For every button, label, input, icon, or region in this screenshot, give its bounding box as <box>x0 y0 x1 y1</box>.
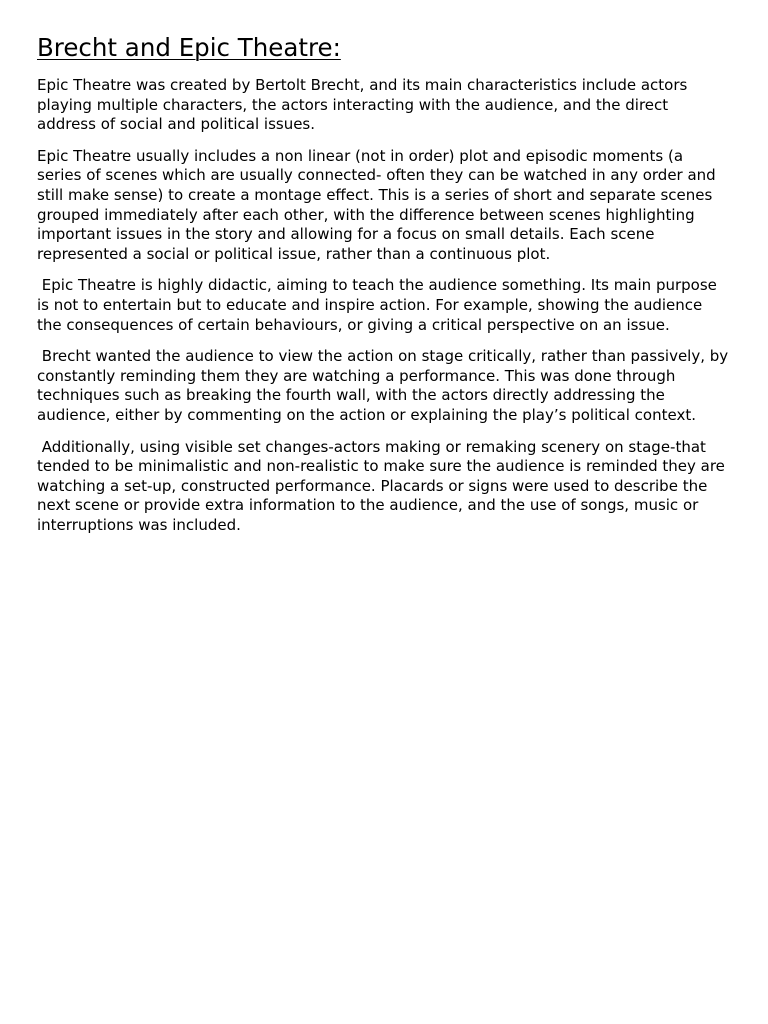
document-title: Brecht and Epic Theatre: <box>37 33 341 62</box>
paragraph-set-changes: Additionally, using visible set changes-actors making or remaking scenery on stage-that tended to be minimalistic and non-realistic to make sure the audience is reminded they are watching a set-up, constructed performance. Placards or signs were used to describe the next scene or provide extra information to the audience, and the use of songs, music or interruptions was included. <box>37 437 730 534</box>
document-page <box>37 32 731 547</box>
paragraph-intro: Epic Theatre was created by Bertolt Brecht, and its main characteristics include actors playing multiple characters, the actors interacting with the audience, and the direct address of social and political issues. <box>37 76 693 134</box>
paragraph-critical-viewing: Brecht wanted the audience to view the action on stage critically, rather than passively, by constantly reminding them they are watching a performance. This was done through techniques such as breaking the fourth wall, with the actors directly addressing the audience, either by commenting on the action or explaining the play’s political context. <box>37 347 733 424</box>
paragraph-didactic: Epic Theatre is highly didactic, aiming to teach the audience something. Its main purpose is not to entertain but to educate and inspire action. For example, showing the audience the consequences of certain behaviours, or giving a critical perspective on an issue. <box>37 276 722 334</box>
paragraph-structure: Epic Theatre usually includes a non linear (not in order) plot and episodic moments (a series of scenes which are usually connected- often they can be watched in any order and still make sense) to create a montage effect. This is a series of short and separate scenes grouped immediately after each other, with the difference between scenes highlighting important issues in the story and allowing for a focus on small details. Each scene represented a social or political issue, rather than a continuous plot. <box>37 146 721 263</box>
